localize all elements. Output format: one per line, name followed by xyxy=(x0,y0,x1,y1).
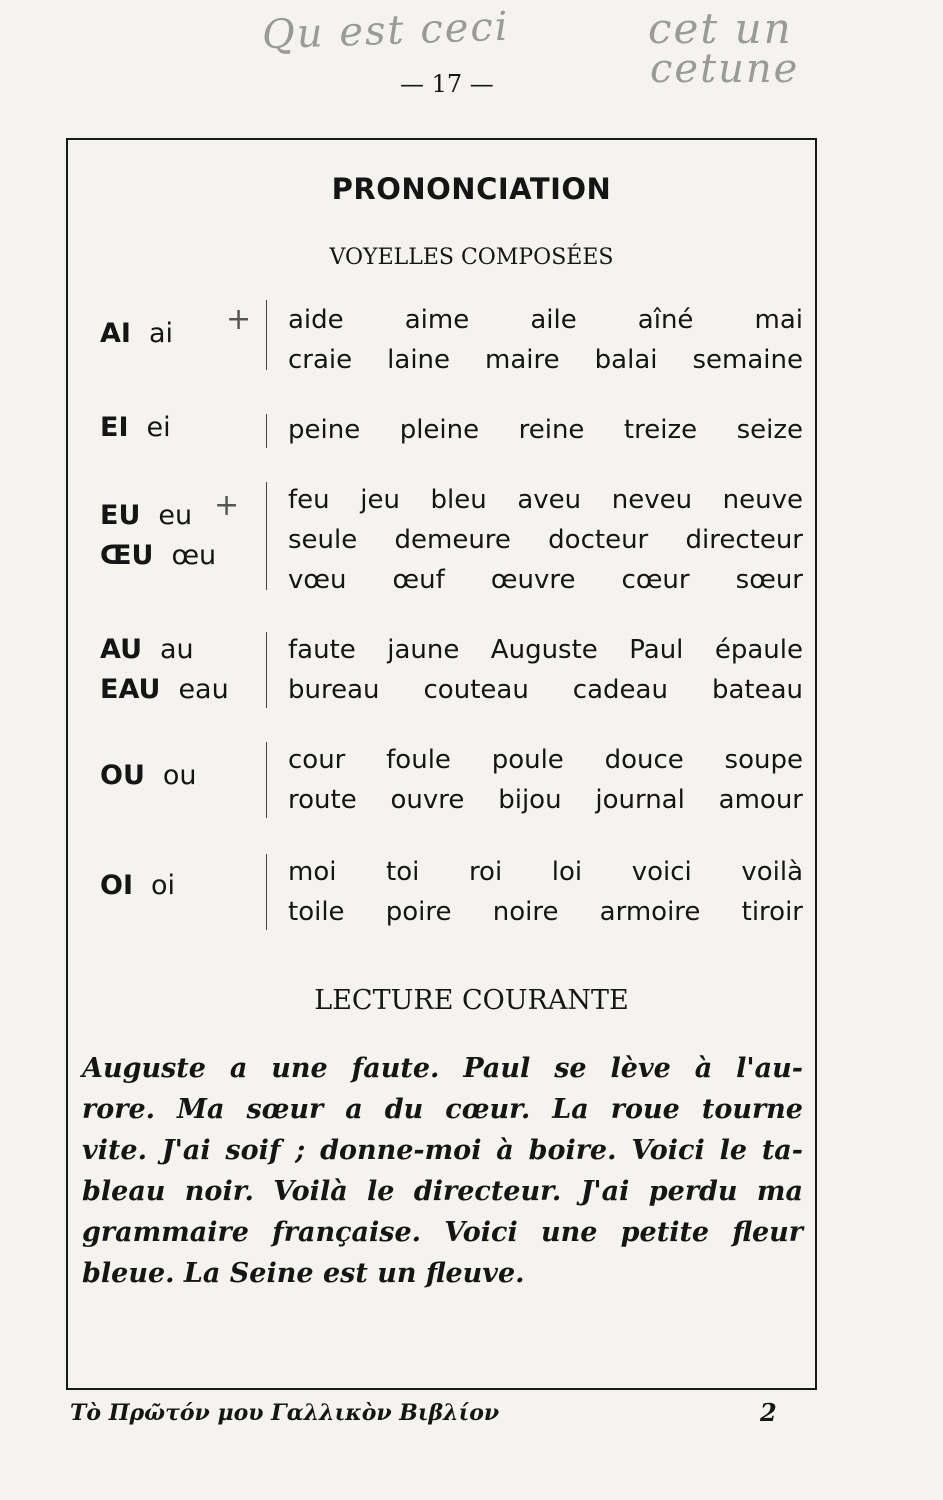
vowel-label: AI ai xyxy=(100,318,173,349)
divider xyxy=(266,742,267,818)
vowel-label: EU eu xyxy=(100,500,193,531)
word-list xyxy=(288,740,803,820)
divider xyxy=(266,300,267,370)
word-line: seule demeure docteur directeur xyxy=(288,525,803,555)
pencil-mark: + xyxy=(214,488,240,523)
handwritten-note: cetune xyxy=(650,46,800,92)
divider xyxy=(266,414,267,448)
page-title: PRONONCIATION xyxy=(331,172,612,206)
reading-line: grammaire française. Voici une petite fleur xyxy=(82,1217,803,1248)
reading-line: Auguste a une faute. Paul se lève à l'au- xyxy=(82,1053,803,1084)
word-list xyxy=(288,410,803,450)
word-line: route ouvre bijou journal amour xyxy=(288,785,803,815)
word-line: bureau couteau cadeau bateau xyxy=(288,675,803,705)
word-line: aide aime aile aîné mai xyxy=(288,305,803,335)
book-title-footer: Τὸ Πρῶτόν μου Γαλλικὸν Βιβλίον xyxy=(70,1400,500,1426)
handwritten-note: cet un xyxy=(648,4,793,53)
reading-line: bleau noir. Voilà le directeur. J'ai perdu ma xyxy=(82,1176,803,1207)
reading-line: bleue. La Seine est un fleuve. xyxy=(82,1258,525,1289)
divider xyxy=(266,482,267,590)
signature-number: 2 xyxy=(760,1398,777,1427)
vowel-label: OU ou xyxy=(100,760,197,791)
word-line: craie laine maire balai semaine xyxy=(288,345,803,375)
reading-line: rore. Ma sœur a du cœur. La roue tourne xyxy=(82,1094,803,1125)
reading-title: LECTURE COURANTE xyxy=(314,985,629,1016)
word-list xyxy=(288,852,803,932)
section-subtitle: VOYELLES COMPOSÉES xyxy=(329,245,614,270)
word-list xyxy=(288,480,803,600)
word-list xyxy=(288,300,803,380)
vowel-label: ŒU œu xyxy=(100,540,217,571)
word-line: vœu œuf œuvre cœur sœur xyxy=(288,565,803,595)
word-line: feu jeu bleu aveu neveu neuve xyxy=(288,485,803,515)
vowel-label: OI oi xyxy=(100,870,176,901)
handwritten-note: Qu est ceci xyxy=(261,3,511,59)
word-line: moi toi roi loi voici voilà xyxy=(288,857,803,887)
divider xyxy=(266,632,267,708)
divider xyxy=(266,854,267,930)
page-number: — 17 — xyxy=(400,70,494,98)
vowel-label: AU au xyxy=(100,634,194,665)
word-line: cour foule poule douce soupe xyxy=(288,745,803,775)
vowel-label: EI ei xyxy=(100,412,171,443)
vowel-label: EAU eau xyxy=(100,674,229,705)
word-line: faute jaune Auguste Paul épaule xyxy=(288,635,803,665)
reading-passage xyxy=(82,1048,803,1294)
word-list xyxy=(288,630,803,710)
word-line: peine pleine reine treize seize xyxy=(288,415,803,445)
word-line: toile poire noire armoire tiroir xyxy=(288,897,803,927)
pencil-mark: + xyxy=(226,302,252,337)
reading-line: vite. J'ai soif ; donne-moi à boire. Voici le ta- xyxy=(82,1135,803,1166)
